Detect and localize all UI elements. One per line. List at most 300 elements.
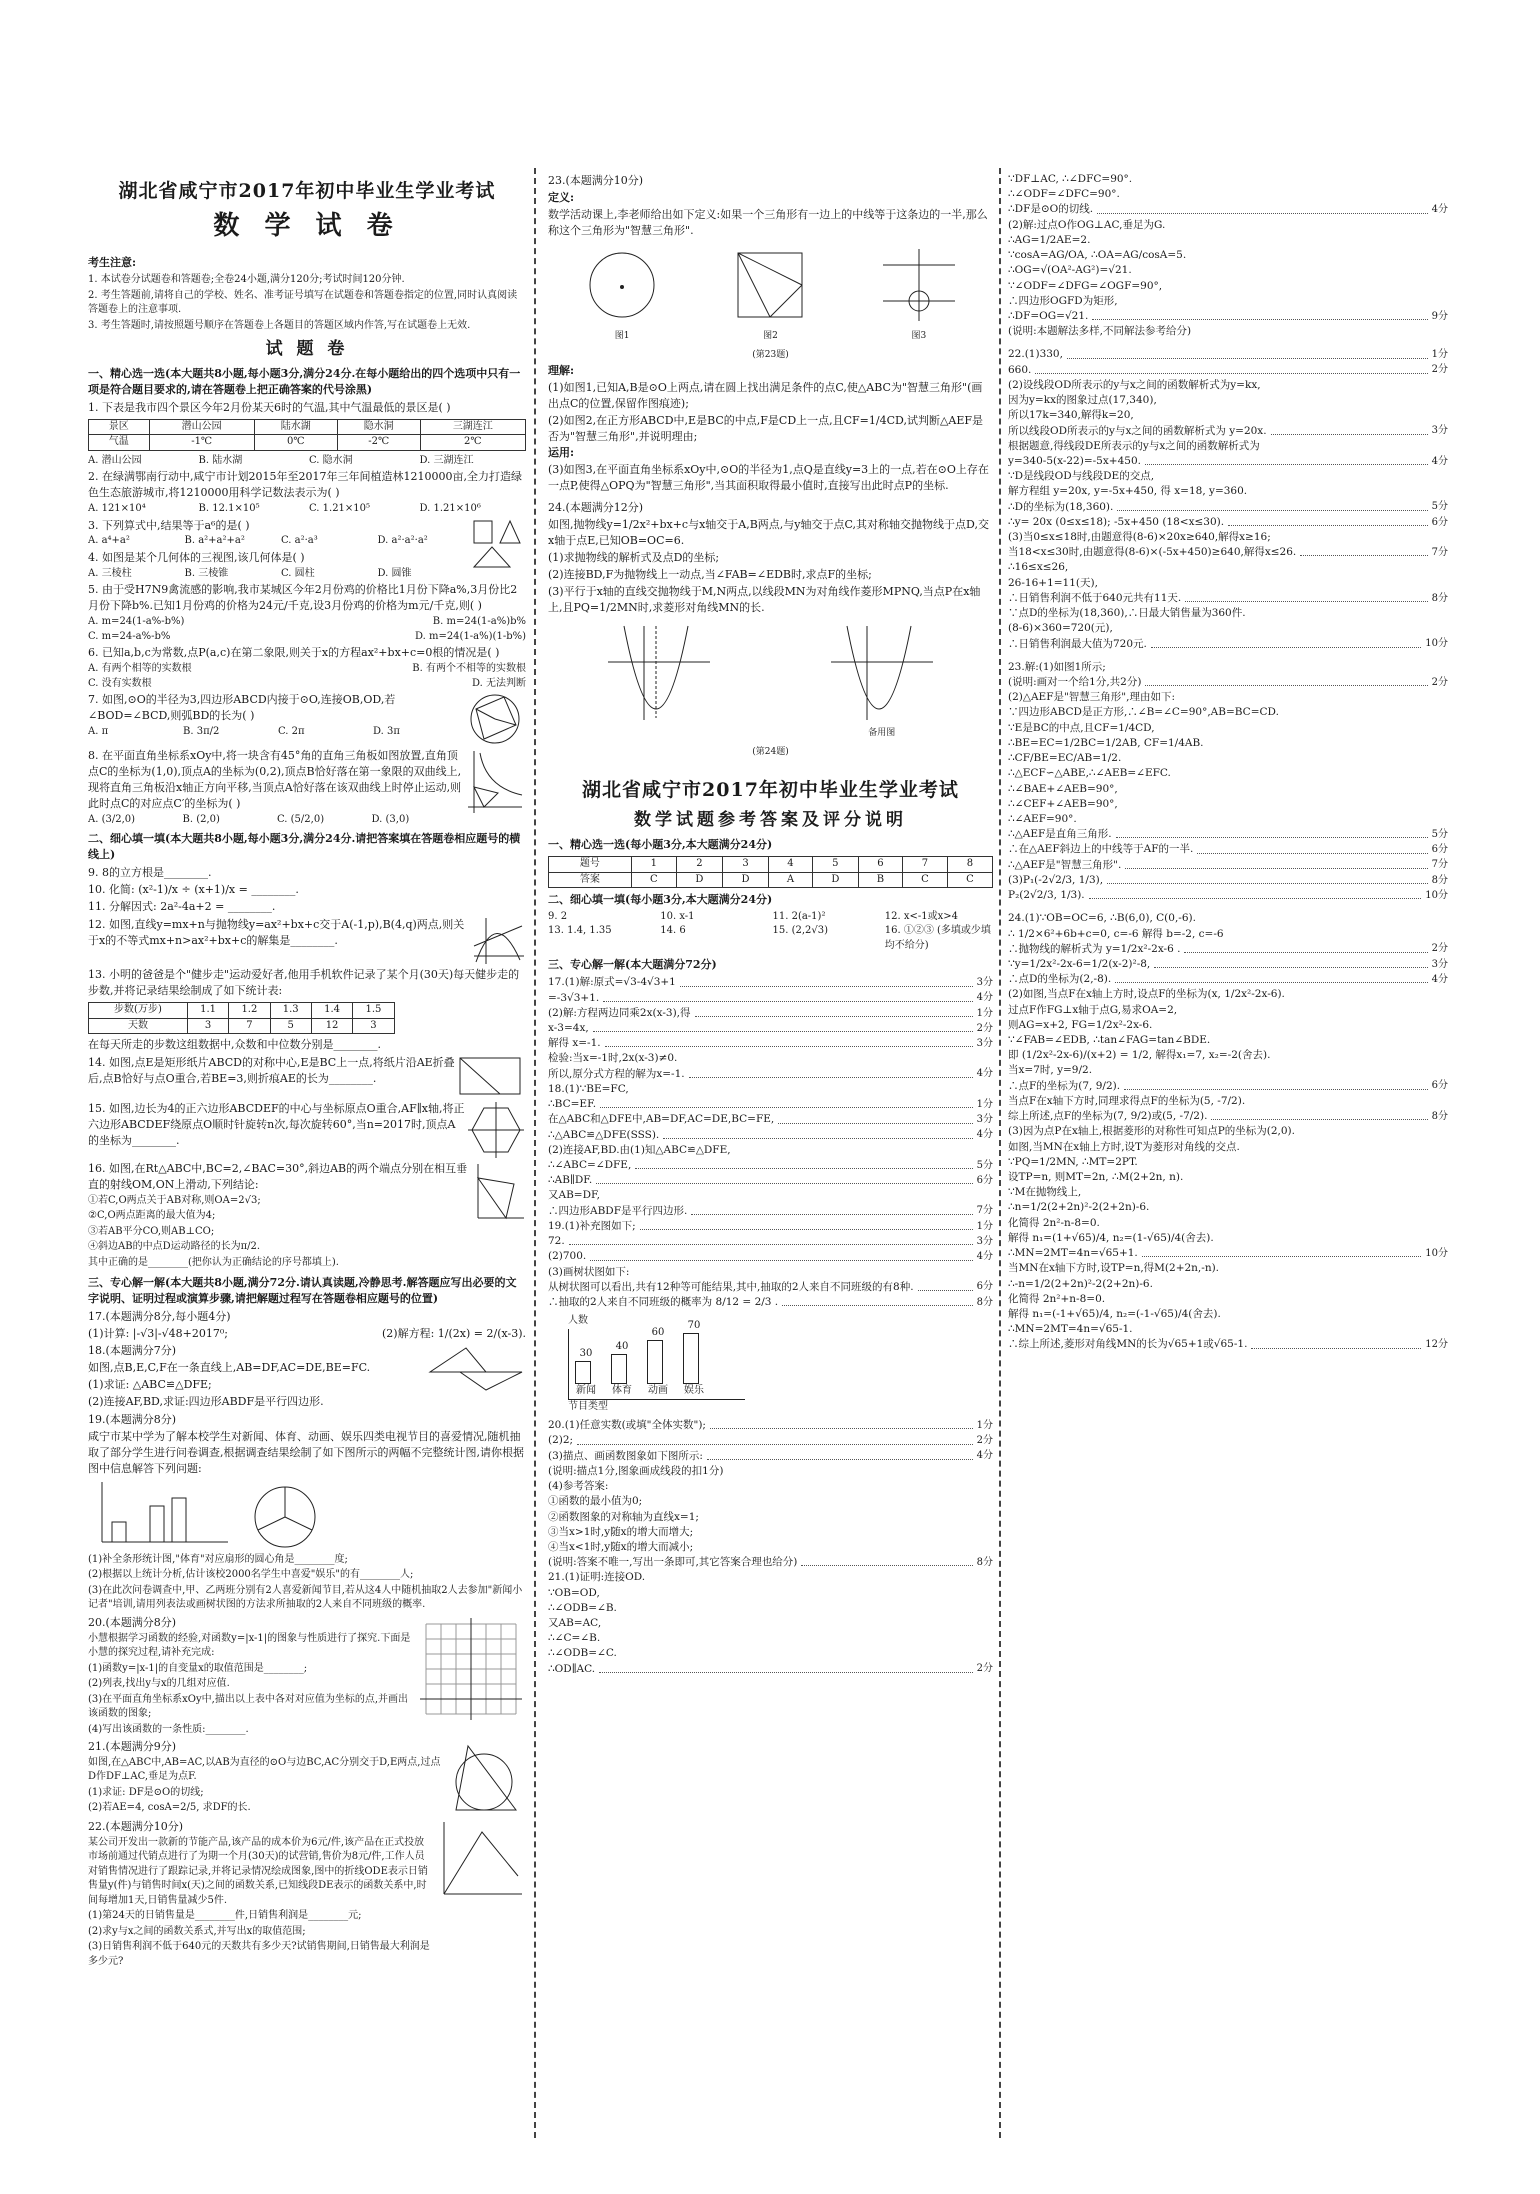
solution-line: (说明:画对一个给1分,共2分) 2分 <box>1008 675 1448 690</box>
q21-item-1: (1)求证: DF是⊙O的切线; <box>88 1786 204 1798</box>
q2-options: A. 121×10⁴ B. 12.1×10⁵ C. 1.21×10⁵ D. 1.21×10⁶ <box>88 503 481 514</box>
score-marker: 3分 <box>976 1235 993 1247</box>
score-marker: 10分 <box>1425 1247 1448 1259</box>
solution-line: ∵y=1/2x²-2x-6=1/2(x-2)²-8, 3分 <box>1008 957 1448 972</box>
q23-caption: (第23题) <box>752 349 789 360</box>
q19-pie-chart <box>250 1482 320 1552</box>
question-22: 22.(本题满分10分) <box>88 1820 184 1833</box>
rectangle-figure-q14 <box>456 1054 526 1100</box>
hyperbola-figure-q8 <box>462 747 526 817</box>
question-10: 10. 化简: (x²-1)/x ÷ (x+1)/x = ________. <box>88 883 299 897</box>
q16-tail: 其中正确的是________(把你认为正确结论的序号都填上). <box>88 1256 339 1268</box>
q8-options: A. (3/2,0) B. (2,0) C. (5/2,0) D. (3,0) <box>88 813 410 825</box>
solution-line: 解方程组 y=20x, y=-5x+450, 得 x=18, y=360. <box>1008 485 1248 498</box>
solution-line: 又AB=AC, <box>548 1617 602 1630</box>
solution-line: 所以线段OD所表示的y与x之间的函数解析式为 y=20x. 3分 <box>1008 424 1448 439</box>
solution-line: (4)参考答案: <box>548 1480 609 1493</box>
score-marker: 5分 <box>1431 501 1448 513</box>
solution-line: (2)连接AF,BD.由(1)知△ABC≌△DFE, <box>548 1143 731 1156</box>
score-marker: 2分 <box>976 1663 993 1675</box>
solution-line: 当MN在x轴下方时,设TP=n,得M(2+2n,-n). <box>1008 1262 1220 1275</box>
answer-19-chart <box>568 1314 993 1414</box>
solution-line: ∴在△AEF斜边上的中线等于AF的一半. 6分 <box>1008 842 1448 857</box>
solution-line: ∴四边形OGFD为矩形, <box>1008 294 1118 307</box>
solution-line: ∵OB=OD, <box>548 1586 600 1599</box>
q20-text: 小慧根据学习函数的经验,对函数y=|x-1|的图象与性质进行了探究.下面是小慧的探究过程,请补充完成: <box>88 1632 411 1658</box>
score-marker: 3分 <box>976 1037 993 1049</box>
score-marker: 6分 <box>1431 516 1448 528</box>
solution-line: 所以17k=340,解得k=20, <box>1008 409 1134 422</box>
solution-line: ∴OG=√(OA²-AG²)=√21. <box>1008 264 1132 277</box>
q19-bar-chart <box>88 1478 238 1552</box>
solution-line: ∵∠FAB=∠EDB, ∴tan∠FAG=tan∠BDE. <box>1008 1034 1211 1047</box>
solution-line: (3)P₁(-2√2/3, 1/3), 8分 <box>1008 873 1448 888</box>
solution-line: ∴△ECF∽△ABE,∴∠AEB=∠EFC. <box>1008 767 1171 780</box>
question-19: 19.(本题满分8分) <box>88 1412 177 1426</box>
question-13: 13. 小明的爸爸是个"健步走"运动爱好者,他用手机软件记录了某个月(30天)每天健步走的步数,并将记录结果绘制成了如下统计表: <box>88 968 520 998</box>
q23-understand-label: 理解: <box>548 363 575 377</box>
exam-subtitle: 数 学 试 卷 <box>213 210 401 241</box>
solution-line: ∴△AEF是"智慧三角形". 7分 <box>1008 858 1448 873</box>
solution-line: (8-6)×360=720(元), <box>1008 622 1113 635</box>
score-marker: 3分 <box>976 1114 993 1126</box>
q24-figure-backup <box>827 622 937 722</box>
solution-line: 19.(1)补充图如下; 1分 <box>548 1219 993 1234</box>
solution-line: ∴△ABC≌△DFE(SSS). 4分 <box>548 1128 993 1143</box>
solution-line: (3)当0≤x≤18时,由题意得(8-6)×20x≥640,解得x≥16; <box>1008 531 1271 544</box>
score-marker: 2分 <box>976 1022 993 1034</box>
q22-item-1: (1)第24天的日销售量是________件,日销售利润是________元; <box>88 1910 362 1922</box>
q24-caption: (第24题) <box>752 746 789 757</box>
q24-figures: 备用图 <box>548 622 993 740</box>
q23-figure-2 <box>730 245 810 325</box>
solution-line: 因为y=kx的图象过点(17,340), <box>1008 394 1157 407</box>
solution-line: ∴y= 20x (0≤x≤18); -5x+450 (18<x≤30). 6分 <box>1008 515 1448 530</box>
solution-line: y=340-5(x-22)=-5x+450. 4分 <box>1008 454 1448 469</box>
answers-title: 湖北省咸宁市2017年初中毕业生学业考试 <box>582 778 959 801</box>
paper-label: 试 题 卷 <box>265 339 349 360</box>
question-16: 16. 如图,在Rt△ABC中,BC=2,∠BAC=30°,斜边AB的两个端点分别在相互垂直的射线OM,ON上滑动,下列结论: <box>88 1161 468 1191</box>
solution-line: 设TP=n, 则MT=2n, ∴M(2+2n, n). <box>1008 1171 1184 1183</box>
q20-item-2: (2)列表,找出y与x的几组对应值. <box>88 1678 230 1689</box>
q18-text: 如图,点B,E,C,F在一条直线上,AB=DF,AC=DE,BE=FC. <box>88 1361 371 1374</box>
q24-figure-main <box>604 622 714 722</box>
solution-line: ②函数图象的对称轴为直线x=1; <box>548 1510 699 1523</box>
question-14: 14. 如图,点E是矩形纸片ABCD的对称中心,E是BC上一点,将纸片沿AE折叠后,点B恰好与点O重合,若BE=3,则折痕AE的长为________. <box>88 1055 455 1085</box>
score-marker: 4分 <box>976 1251 993 1263</box>
question-20: 20.(本题满分8分) <box>88 1615 177 1629</box>
score-marker: 8分 <box>1431 592 1448 604</box>
solution-line: ∴∠BAE+∠AEB=90°, <box>1008 782 1118 795</box>
q17-items: (1)计算: |-√3|-√48+2017⁰; (2)解方程: 1/(2x) = 2/(x-3). <box>88 1327 526 1341</box>
q21-item-2: (2)若AE=4, cosA=2/5, 求DF的长. <box>88 1802 251 1814</box>
line-graph-figure-q22 <box>434 1818 526 1904</box>
q23-figure-1 <box>582 245 662 325</box>
score-marker: 4分 <box>1431 973 1448 985</box>
score-marker: 4分 <box>976 1068 993 1080</box>
a19-chart-ylabel: 人数 <box>568 1315 588 1327</box>
q20-item-3: (3)在平面直角坐标系xOy中,描出以上表中各对对应值为坐标的点,并画出该函数的图象; <box>88 1693 409 1719</box>
answers-column-3 <box>1008 172 1448 2132</box>
section-3-heading: 三、专心解一解(本大题共8小题,满分72分.请认真读题,冷静思考.解答题应写出必要的文字说明、证明过程或演算步骤,请把解题过程写在答题卷相应题号的位置) <box>88 1276 517 1306</box>
score-marker: 6分 <box>1431 1080 1448 1092</box>
solution-line: 23.解:(1)如图1所示; <box>1008 660 1106 673</box>
solution-line: ∴DF是⊙O的切线. 4分 <box>1008 202 1448 217</box>
solution-line: ∴综上所述,菱形对角线MN的长为√65+1或√65-1. 12分 <box>1008 1337 1448 1352</box>
score-marker: 5分 <box>976 1159 993 1171</box>
score-marker: 2分 <box>1431 943 1448 955</box>
score-marker: 3分 <box>1431 425 1448 437</box>
score-marker: 6分 <box>976 1281 993 1293</box>
solution-line: 20.(1)任意实数(或填"全体实数"); 1分 <box>548 1418 993 1433</box>
solution-line: ∵cosA=AG/OA, ∴OA=AG/cosA=5. <box>1008 249 1187 262</box>
solution-line: ∴日销售利润最大值为720元. 10分 <box>1008 637 1448 652</box>
solution-line: ∴ 1/2×6²+6b+c=0, c=-6 解得 b=-2, c=-6 <box>1008 927 1224 940</box>
solution-line: ∴MN=2MT=4n=√65+1. 10分 <box>1008 1246 1448 1261</box>
column-separator <box>999 168 1001 2138</box>
answer-21-cont <box>1008 172 1448 339</box>
question-8: 8. 在平面直角坐标系xOy中,将一块含有45°角的直角三角板如图放置,直角顶点C的坐标为(1,0),顶点A的坐标为(0,2),顶点B恰好落在第一象限的双曲线上,现将直角三角板沿x轴正方向平移,当顶点A恰好落在该双曲线上时停止运动,则此时点C的对应点C′的坐标为( ) <box>88 749 462 810</box>
q13-tail: 在每天所走的步数这组数据中,众数和中位数分别是________. <box>88 1038 381 1051</box>
q19-item-1: (1)补全条形统计图,"体育"对应扇形的圆心角是________度; <box>88 1553 348 1565</box>
solution-line: (说明:本题解法多样,不同解法参考给分) <box>1008 325 1192 338</box>
score-marker: 2分 <box>1431 676 1448 688</box>
score-marker: 4分 <box>976 1450 993 1462</box>
solution-line: 72. 3分 <box>548 1234 993 1249</box>
solution-line: 则AG=x+2, FG=1/2x²-2x-6. <box>1008 1018 1153 1031</box>
solution-line: (说明:描点1分,图象画成线段的扣1分) <box>548 1464 724 1477</box>
q7-options: A. π B. 3π/2 C. 2π D. 3π <box>88 726 400 738</box>
solution-line: 当18<x≤30时,由题意得(8-6)×(-5x+450)≥640,解得x≤26. 7分 <box>1008 545 1448 560</box>
score-marker: 10分 <box>1425 889 1448 901</box>
solution-line: ∴∠ABC=∠DFE, 5分 <box>548 1158 993 1173</box>
score-marker: 2分 <box>976 1435 993 1447</box>
circle-figure-q21 <box>446 1738 526 1818</box>
question-21: 21.(本题满分9分) <box>88 1740 177 1753</box>
notice-heading: 考生注意: <box>88 256 137 270</box>
bar-娱乐 <box>683 1319 705 1399</box>
solution-line: 660. 2分 <box>1008 363 1448 378</box>
bar-新闻 <box>575 1347 597 1399</box>
q5-options-b: C. m=24-a%-b% D. m=24(1-a%)(1-b%) <box>88 630 526 642</box>
solution-line: ∴∠CEF+∠AEB=90°, <box>1008 797 1118 810</box>
answer-24 <box>1008 911 1448 1352</box>
solution-line: 解得 n₁=(1+√65)/4, n₂=(1-√65)/4(舍去). <box>1008 1231 1214 1244</box>
solution-line: ∴D的坐标为(18,360). 5分 <box>1008 500 1448 515</box>
q16-item-1: ①若C,O两点关于AB对称,则OA=2√3; <box>88 1194 261 1206</box>
solution-line: 综上所述,点F的坐标为(7, 9/2)或(5, -7/2). 8分 <box>1008 1109 1448 1124</box>
score-marker: 8分 <box>976 1296 993 1308</box>
solution-line: ∴日销售利润不低于640元共有11天. 8分 <box>1008 591 1448 606</box>
q22-item-3: (3)日销售利润不低于640元的天数共有多少天?试销售期间,日销售最大利润是多少元? <box>88 1941 430 1967</box>
score-marker: 5分 <box>1431 828 1448 840</box>
exam-column-2 <box>548 172 993 2132</box>
solution-line: ∴四边形ABDF是平行四边形. 7分 <box>548 1204 993 1219</box>
solution-line: 24.(1)∵OB=OC=6, ∴B(6,0), C(0,-6). <box>1008 912 1196 925</box>
answer-18 <box>548 1082 993 1219</box>
bar-category-label: 动画 <box>648 1385 668 1397</box>
q3-options: A. a⁴+a² B. a²+a²+a² C. a²·a³ D. a²·a²·a² <box>88 535 428 547</box>
solution-line: ∵M在抛物线上, <box>1008 1186 1082 1199</box>
solution-line: ∵点D的坐标为(18,360),∴日最大销售量为360件. <box>1008 607 1246 620</box>
q21-text: 如图,在△ABC中,AB=AC,以AB为直径的⊙O与边BC,AC分别交于D,E两点,过点D作DF⊥AC,垂足为点F. <box>88 1756 441 1783</box>
question-3: 3. 下列算式中,结果等于a⁶的是( ) <box>88 518 250 532</box>
score-marker: 6分 <box>976 1174 993 1186</box>
solution-line: (2)如图,当点F在x轴上方时,设点F的坐标为(x, 1/2x²-2x-6). <box>1008 988 1285 1001</box>
bar-category-label: 娱乐 <box>684 1385 704 1397</box>
exam-title: 湖北省咸宁市2017年初中毕业生学业考试 <box>118 180 496 202</box>
solution-line: ∵PQ=1/2MN, ∴MT=2PT. <box>1008 1155 1138 1168</box>
question-5: 5. 由于受H7N9禽流感的影响,我市某城区今年2月份鸡的价格比1月份下降a%,3月份比2月份下降b%.已知1月份鸡的价格为24元/千克,设3月份鸡的价格为m元/千克,则( ) <box>88 583 518 613</box>
solution-line: ∴AG=1/2AE=2. <box>1008 233 1091 246</box>
solution-line: 26-16+1=11(天), <box>1008 576 1098 589</box>
question-7: 7. 如图,⊙O的半径为3,四边形ABCD内接于⊙O,连接OB,OD,若∠BOD=∠BCD,则弧BD的长为( ) <box>88 693 396 723</box>
score-marker: 1分 <box>976 1098 993 1110</box>
solution-line: 化简得 2n²-n-8=0. <box>1008 1216 1100 1229</box>
solution-line: 化简得 2n²+n-8=0. <box>1008 1292 1106 1305</box>
solution-line: ∴16≤x≤26, <box>1008 561 1069 574</box>
solution-line: 如图,当MN在x轴上方时,设T为菱形对角线的交点. <box>1008 1140 1240 1153</box>
solution-line: 过点F作FG⊥x轴于点G,易求OA=2, <box>1008 1003 1178 1016</box>
q23-def-label: 定义: <box>548 190 575 204</box>
bar-value-label: 70 <box>687 1319 701 1331</box>
solution-line: 21.(1)证明:连接OD. <box>548 1571 646 1584</box>
solution-line: (2)△AEF是"智慧三角形",理由如下: <box>1008 691 1176 704</box>
answer-20 <box>548 1418 993 1570</box>
solution-line: ∴DF=OG=√21. 9分 <box>1008 309 1448 324</box>
solution-line: ③当x>1时,y随x的增大而增大; <box>548 1525 694 1538</box>
circle-figure-q7 <box>464 691 526 747</box>
solution-line: ∴OD∥AC. 2分 <box>548 1662 993 1677</box>
solution-line: ∴点D的坐标为(2,-8). 4分 <box>1008 972 1448 987</box>
answer-23 <box>1008 660 1448 904</box>
q16-item-2: ②C,O两点距离的最大值为4; <box>88 1210 216 1222</box>
solution-line: 从树状图可以看出,共有12种等可能结果,其中,抽取的2人来自不同班级的有8种. 6分 <box>548 1280 993 1295</box>
solution-line: ∴MN=2MT=4n=√65-1. <box>1008 1323 1133 1336</box>
score-marker: 8分 <box>1431 1110 1448 1122</box>
question-15: 15. 如图,边长为4的正六边形ABCDEF的中心与坐标原点O重合,AF∥x轴,将正六边形ABCDEF绕原点O顺时针旋转n次,每次旋转60°,当n=2017时,顶点A的坐标为________. <box>88 1101 465 1147</box>
notice-1: 1. 本试卷分试题卷和答题卷;全卷24小题,满分120分;考试时间120分钟. <box>88 274 405 286</box>
score-marker: 8分 <box>976 1556 993 1568</box>
question-18: 18.(本题满分7分) <box>88 1344 177 1358</box>
solution-line: ∴∠AEF=90°. <box>1008 812 1077 825</box>
answer-17 <box>548 975 993 1082</box>
score-marker: 1分 <box>976 1220 993 1232</box>
q23-item-3: (3)如图3,在平面直角坐标系xOy中,⊙O的半径为1,点Q是直线y=3上的一点,若在⊙O上存在一点P,使得△OPQ为"智慧三角形",当其面积取得最小值时,直接写出此时点P的坐标. <box>548 463 989 493</box>
q5-options-a: A. m=24(1-a%-b%) B. m=24(1-a%)b% <box>88 616 526 628</box>
solution-line: 根据题意,得线段DE所表示的y与x之间的函数解析式为 <box>1008 439 1260 452</box>
solution-line: ④当x<1时,y随x的增大而减小; <box>548 1540 694 1553</box>
rays-figure-q16 <box>470 1160 526 1226</box>
solution-line: ∴∠C=∠B. <box>548 1632 601 1645</box>
q24-text: 如图,抛物线y=1/2x²+bx+c与x轴交于A,B两点,与y轴交于点C,其对称轴交抛物线于点D,交x轴于点E,已知OB=OC=6. <box>548 518 989 548</box>
solution-line: ∵E是BC的中点,且CF=1/4CD, <box>1008 721 1155 734</box>
exam-column-1 <box>88 172 526 2132</box>
q16-item-3: ③若AB平分CO,则AB⊥CO; <box>88 1225 215 1237</box>
answers-section-2: 二、细心填一填(每小题3分,本大题满分24分) <box>548 893 773 906</box>
solution-line: ∵四边形ABCD是正方形,∴∠B=∠C=90°,AB=BC=CD. <box>1008 706 1279 719</box>
answers-section-3: 三、专心解一解(本大题满分72分) <box>548 958 717 972</box>
solution-line: 当x=7时, y=9/2. <box>1008 1064 1093 1077</box>
score-marker: 7分 <box>1431 546 1448 558</box>
question-17: 17.(本题满分8分,每小题4分) <box>88 1310 231 1324</box>
answers-subtitle: 数学试题参考答案及评分说明 <box>634 810 907 831</box>
q16-item-4: ④斜边AB的中点D运动路径的长为π/2. <box>88 1241 261 1253</box>
q4-options: A. 三棱柱 B. 三棱锥 C. 圆柱 D. 圆锥 <box>88 567 412 579</box>
q20-item-4: (4)写出该函数的一条性质:________. <box>88 1723 249 1735</box>
solution-line: (3)因为点P在x轴上,根据菱形的对称性可知点P的坐标为(2,0). <box>1008 1125 1295 1138</box>
score-marker: 7分 <box>976 1205 993 1217</box>
answers-fill-row-1: 9. 2 10. x-1 11. 2(a-1)² 12. x<-1或x>4 <box>548 910 958 922</box>
solution-line: ∴CF/BE=EC/AB=1/2. <box>1008 752 1122 765</box>
solution-line: ∴∠ODB=∠B. <box>548 1601 617 1614</box>
solution-line: (2)2; 2分 <box>548 1433 993 1448</box>
score-marker: 1分 <box>976 1007 993 1019</box>
notice-3: 3. 考生答题时,请按照题号顺序在答题卷上各题目的答题区域内作答,写在试题卷上无效. <box>88 319 471 331</box>
q23-figures: 图1 图2 图3 <box>548 245 993 343</box>
q6-options-b: C. 没有实数根 D. 无法判断 <box>88 677 526 689</box>
q23-item-2: (2)如图2,在正方形ABCD中,E是BC的中点,F是CD上一点,且CF=1/4CD,试判断△AEF是否为"智慧三角形",并说明理由; <box>548 413 984 443</box>
question-4: 4. 如图是某个几何体的三视图,该几何体是( ) <box>88 550 305 564</box>
q24-item-1: (1)求抛物线的解析式及点D的坐标; <box>548 551 720 565</box>
score-marker: 8分 <box>1431 874 1448 886</box>
bar-rect <box>683 1333 699 1384</box>
score-marker: 12分 <box>1425 1339 1448 1351</box>
solution-line: ∴∠ODB=∠C. <box>548 1647 617 1660</box>
answers-section-1: 一、精心选一选(每小题3分,本大题满分24分) <box>548 838 773 852</box>
score-marker: 1分 <box>1431 349 1448 361</box>
q23-definition: 数学活动课上,李老师给出如下定义:如果一个三角形有一边上的中线等于这条边的一半,那么称这个三角形为"智慧三角形". <box>548 207 988 237</box>
q24-item-2: (2)连接BD,F为抛物线上一动点,当∠FAB=∠EDB时,求点F的坐标; <box>548 568 872 582</box>
question-11: 11. 分解因式: 2a²-4a+2 = ________. <box>88 900 276 914</box>
solution-line: (3)描点、画函数图象如下图所示: 4分 <box>548 1449 993 1464</box>
solution-line: ∴抛物线的解析式为 y=1/2x²-2x-6 . 2分 <box>1008 942 1448 957</box>
bar-value-label: 40 <box>615 1340 629 1352</box>
bar-rect <box>575 1361 591 1384</box>
score-marker: 1分 <box>976 1419 993 1431</box>
solution-line: ∵DF⊥AC, ∴∠DFC=90°. <box>1008 173 1133 185</box>
column-separator <box>534 168 536 2138</box>
question-24: 24.(本题满分12分) <box>548 501 644 515</box>
score-marker: 6分 <box>1431 844 1448 856</box>
question-1: 1. 下表是我市四个景区今年2月份某天6时的气温,其中气温最低的景区是( ) <box>88 400 451 414</box>
q1-table: 景区 潜山公园 陆水湖 隐水洞 三湖连江 气温 -1℃ 0℃ -2℃ 2℃ <box>88 419 526 451</box>
solution-line: ∵D是线段OD与线段DE的交点, <box>1008 470 1155 483</box>
solution-line: (2)解:方程两边同乘2x(x-3),得 1分 <box>548 1006 993 1021</box>
q1-options: A. 潜山公园 B. 陆水湖 C. 隐水洞 D. 三湖连江 <box>88 454 474 466</box>
bar-rect <box>611 1354 627 1384</box>
score-marker: 2分 <box>1431 364 1448 376</box>
solution-line: ∴-n=1/2(2+2n)²-2(2+2n)-6. <box>1008 1277 1153 1290</box>
question-9: 9. 8的立方根是________. <box>88 866 212 880</box>
solution-line: 所以,原分式方程的解为x=-1. 4分 <box>548 1067 993 1082</box>
grid-figure-q20 <box>416 1614 526 1724</box>
bar-rect <box>647 1340 663 1384</box>
q6-options-a: A. 有两个相等的实数根 B. 有两个不相等的实数根 <box>88 663 526 675</box>
solution-line: ∴BC=EF. 1分 <box>548 1097 993 1112</box>
solution-line: ∴n=1/2(2+2n)²-2(2+2n)-6. <box>1008 1201 1150 1214</box>
question-2: 2. 在绿满鄂南行动中,咸宁市计划2015年至2017年三年间植造林1210000亩,全力打造绿色生态旅游城市,将1210000用科学记数法表示为( ) <box>88 470 522 500</box>
solution-line: ∴∠ODF=∠DFC=90°. <box>1008 188 1120 201</box>
question-23: 23.(本题满分10分) <box>548 174 644 187</box>
hexagon-figure-q15 <box>466 1100 526 1160</box>
section-2-heading: 二、细心填一填(本大题共8小题,每小题3分,满分24分.请把答案填在答题卷相应题号的横线上) <box>88 832 521 862</box>
section-1-heading: 一、精心选一选(本大题共8小题,每小题3分,满分24分.在每小题给出的四个选项中只有一项是符合题目要求的,请在答题卷上把正确答案的代号涂黑) <box>88 366 521 396</box>
q22-text: 某公司开发出一款新的节能产品,该产品的成本价为6元/件,该产品在正式投放市场前通过代销点进行了为期一个月(30天)的试营销,售价为8元/件,工作人员对销售情况进行了跟踪记录,并将记录情况绘成图象,图中的折线ODE表示日销售量y(件)与销售时间x(天)之间的函数关系,已知线段DE表示的函数关系中,时间每增加1天,日销售量减少5件. <box>88 1836 428 1906</box>
score-marker: 7分 <box>1431 859 1448 871</box>
q13-table: 步数(万步) 1.1 1.2 1.3 1.4 1.5 天数 3 7 5 12 3 <box>88 1002 395 1034</box>
solution-line: ∴抽取的2人来自不同班级的概率为 8/12 = 2/3 . 8分 <box>548 1295 993 1310</box>
bar-体育 <box>611 1340 633 1399</box>
solution-line: ∵∠ODF=∠DFG=∠OGF=90°, <box>1008 279 1163 292</box>
score-marker: 9分 <box>1431 310 1448 322</box>
bar-category-label: 体育 <box>612 1385 632 1397</box>
solution-line: 解得 n₁=(-1+√65)/4, n₂=(-1-√65)/4(舍去). <box>1008 1307 1221 1320</box>
solution-line: 解得 x=-1. 3分 <box>548 1036 993 1051</box>
q18-item-1: (1)求证: △ABC≌△DFE; <box>88 1377 212 1391</box>
q22-item-2: (2)求y与x之间的函数关系式,并写出x的取值范围; <box>88 1925 306 1937</box>
q23-figure-3 <box>879 245 959 325</box>
solution-line: (2)设线段OD所表示的y与x之间的函数解析式为y=kx, <box>1008 378 1261 391</box>
q23-use-label: 运用: <box>548 446 575 460</box>
question-6: 6. 已知a,b,c为常数,点P(a,c)在第二象限,则关于x的方程ax²+bx+c=0根的情况是( ) <box>88 646 500 660</box>
solution-line: P₂(2√2/3, 1/3). 10分 <box>1008 888 1448 903</box>
answer-22 <box>1008 347 1448 651</box>
solution-line: (2)700. 4分 <box>548 1249 993 1264</box>
bar-category-label: 新闻 <box>576 1385 596 1397</box>
q19-text: 咸宁市某中学为了解本校学生对新闻、体育、动画、娱乐四类电视节目的喜爱情况,随机抽取了部分学生进行问卷调查,根据调查结果绘制了如下图所示的两幅不完整统计图,请你根据图中信息解答下列问题: <box>88 1429 524 1475</box>
question-12: 12. 如图,直线y=mx+n与抛物线y=ax²+bx+c交于A(-1,p),B(4,q)两点,则关于x的不等式mx+n>ax²+bx+c的解集是________. <box>88 918 465 948</box>
solution-line: ∴点F的坐标为(7, 9/2). 6分 <box>1008 1079 1448 1094</box>
a19-chart-xlabel: 节目类型 <box>568 1400 608 1412</box>
bar-value-label: 30 <box>579 1347 593 1359</box>
solution-line: 即 (1/2x²-2x-6)/(x+2) = 1/2, 解得x₁=7, x₂=-2(舍去). <box>1008 1049 1271 1062</box>
notice-2: 2. 考生答题前,请将自己的学校、姓名、准考证号填写在试题卷和答题卷指定的位置,同时认真阅读答题卷上的注意事项. <box>88 289 518 316</box>
q19-item-2: (2)根据以上统计分析,估计该校2000名学生中喜爱"娱乐"的有________人; <box>88 1569 414 1581</box>
answer-21 <box>548 1570 993 1677</box>
parabola-figure-q12 <box>472 916 526 966</box>
score-marker: 3分 <box>976 977 993 989</box>
solution-line: 17.(1)解:原式=√3-4√3+1 3分 <box>548 975 993 990</box>
score-marker: 4分 <box>976 992 993 1004</box>
solution-line: (2)解:过点O作OG⊥AC,垂足为G. <box>1008 218 1166 231</box>
solution-line: 22.(1)330, 1分 <box>1008 347 1448 362</box>
score-marker: 10分 <box>1425 638 1448 650</box>
solution-line: 在△ABC和△DFE中,AB=DF,AC=DE,BC=FE, 3分 <box>548 1112 993 1127</box>
score-marker: 3分 <box>1431 958 1448 970</box>
solution-line: (说明:答案不唯一,写出一条即可,其它答案合理也给分) 8分 <box>548 1555 993 1570</box>
solution-line: ∴BE=EC=1/2BC=1/2AB, CF=1/4AB. <box>1008 736 1204 749</box>
solution-line: 18.(1)∵BE=FC, <box>548 1082 629 1095</box>
solution-line: x-3=4x, 2分 <box>548 1021 993 1036</box>
solution-line: (3)画树状图如下: <box>548 1265 630 1278</box>
q19-item-3: (3)在此次问卷调查中,甲、乙两班分别有2人喜爱新闻节目,若从这4人中随机抽取2人去参加"新闻小记者"培训,请用列表法或画树状图的方法求所抽取的2人来自不同班级的概率. <box>88 1584 523 1611</box>
score-marker: 4分 <box>1431 204 1448 216</box>
solution-line: =-3√3+1. 4分 <box>548 991 993 1006</box>
q19-figures <box>88 1478 526 1552</box>
score-marker: 4分 <box>976 1129 993 1141</box>
bar-动画 <box>647 1326 669 1399</box>
solution-line: ∴AB∥DF. 6分 <box>548 1173 993 1188</box>
solution-line: 当点F在x轴下方时,同理求得点F的坐标为(5, -7/2). <box>1008 1094 1246 1107</box>
answers-fill-row-2: 13. 1.4, 1.35 14. 6 15. (2,2√3) 16. ①②③ (多填或少填均不给分) <box>548 925 991 951</box>
solution-line: ∴△AEF是直角三角形. 5分 <box>1008 827 1448 842</box>
bar-value-label: 60 <box>651 1326 665 1338</box>
solution-line: 检验:当x=-1时,2x(x-3)≠0. <box>548 1052 678 1065</box>
solution-line: ①函数的最小值为0; <box>548 1495 643 1508</box>
q18-item-2: (2)连接AF,BD,求证:四边形ABDF是平行四边形. <box>88 1394 324 1408</box>
q20-item-1: (1)函数y=|x-1|的自变量x的取值范围是________; <box>88 1662 308 1674</box>
